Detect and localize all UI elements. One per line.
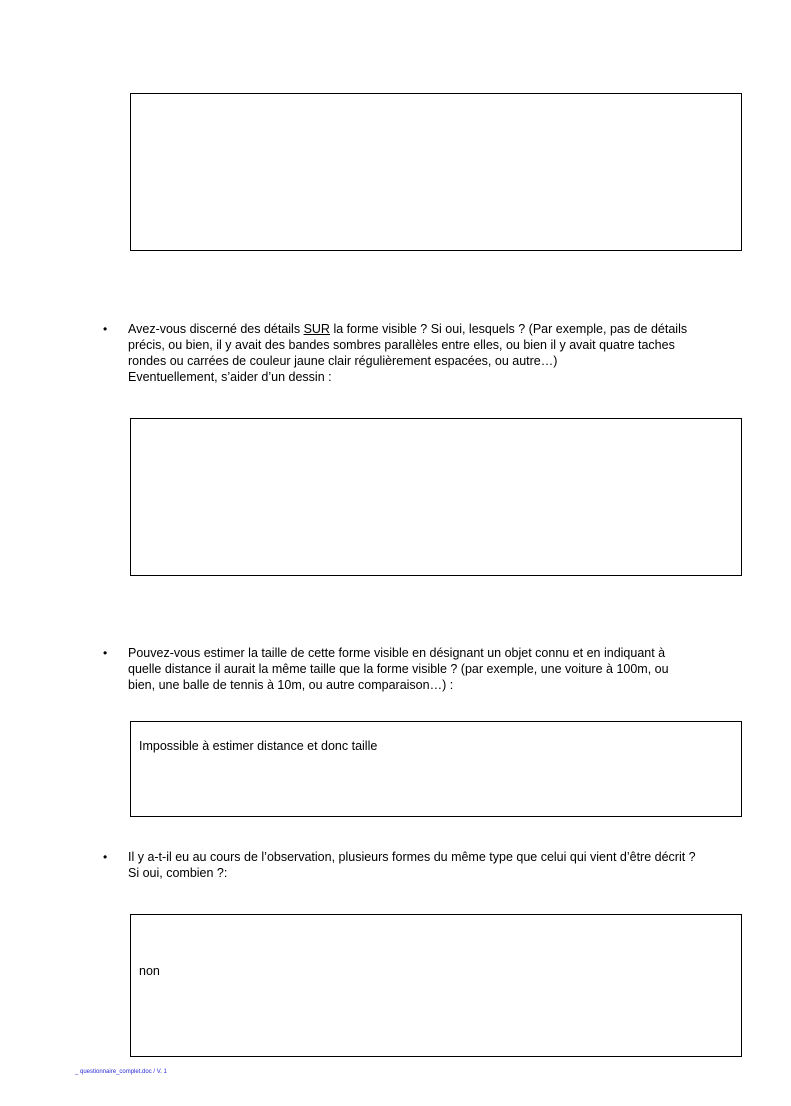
question-details-line1-post: la forme visible ? Si oui, lesquels ? (Par exemple, pas de détails (329, 322, 688, 336)
question-details-line2: précis, ou bien, il y avait des bandes sombres parallèles entre elles, ou bien il y avait quatre taches (128, 338, 675, 352)
question-size-line2: quelle distance il aurait la même taille que la forme visible ? (par exemple, une voiture à 100m, ou (128, 662, 669, 676)
bullet-2: • (103, 646, 108, 660)
answer-box-4-text: non (139, 964, 160, 978)
answer-box-3[interactable] (130, 721, 742, 817)
question-details-line1-pre: Avez-vous discerné des détails (128, 322, 304, 336)
question-multiple-forms (128, 849, 743, 881)
bullet-1: • (103, 322, 108, 336)
document-footer: _ questionnaire_complet.doc / V. 1 (75, 1069, 167, 1075)
question-size-line3: bien, une balle de tennis à 10m, ou autre comparaison…) : (128, 678, 454, 692)
bullet-3: • (103, 850, 108, 864)
question-details (128, 321, 743, 385)
question-size (128, 645, 743, 693)
question-multiple-forms-line2: Si oui, combien ?: (128, 866, 228, 880)
answer-box-2[interactable] (130, 418, 742, 576)
answer-box-1[interactable] (130, 93, 742, 251)
answer-box-4[interactable] (130, 914, 742, 1057)
answer-box-3-text: Impossible à estimer distance et donc taille (139, 739, 378, 753)
question-details-line3: rondes ou carrées de couleur jaune clair régulièrement espacées, ou autre…) (128, 354, 558, 368)
question-details-line4: Eventuellement, s’aider d’un dessin : (128, 370, 332, 384)
question-size-line1: Pouvez-vous estimer la taille de cette forme visible en désignant un objet connu et en indiquant à (128, 646, 666, 660)
question-details-underlined: SUR (303, 322, 330, 336)
question-multiple-forms-line1: Il y a-t-il eu au cours de l’observation, plusieurs formes du même type que celui qui vient d’être décrit ? (128, 850, 696, 864)
